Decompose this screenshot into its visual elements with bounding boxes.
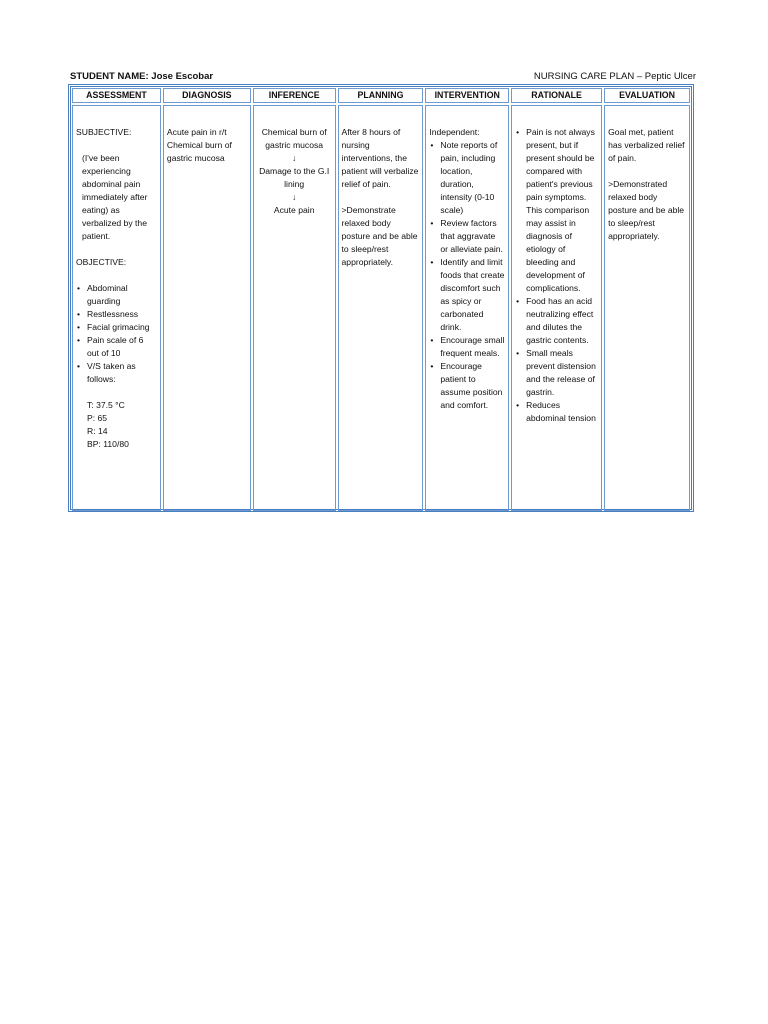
document-header: [70, 70, 696, 84]
diagnosis-line-1: Acute pain in r/t: [166, 127, 227, 137]
plan-title-subject: – Peptic Ulcer: [636, 71, 696, 82]
list-item: • Restlessness: [87, 308, 157, 321]
list-item: • Encourage patient to assume position and comfort.: [440, 360, 505, 412]
list-item: • Encourage small frequent meals.: [440, 334, 505, 360]
list-item: • Review factors that aggravate or alleviate pain.: [440, 217, 505, 256]
student-name-value: Jose Escobar: [151, 71, 214, 82]
inference-step-3: Acute pain: [273, 205, 315, 215]
student-name-label: STUDENT NAME:: [70, 71, 149, 82]
vital-pulse: P: 65: [87, 413, 108, 423]
inference-cell: [253, 105, 336, 511]
list-item: • Pain scale of 6 out of 10: [87, 334, 157, 360]
rationale-list: [515, 126, 598, 425]
evaluation-text-2: >Demonstrated relaxed body posture and be able to sleep/rest appropriately.: [608, 179, 685, 241]
list-item: • Small meals prevent distension and the release of gastrin.: [526, 347, 598, 399]
diagnosis-cell: [163, 105, 251, 511]
down-arrow-icon: ↓: [292, 153, 297, 163]
nursing-care-plan-table: [70, 86, 692, 513]
list-item: • Abdominal guarding: [87, 282, 157, 308]
objective-label: OBJECTIVE:: [76, 257, 127, 267]
objective-list: [76, 282, 157, 386]
rationale-cell: [511, 105, 602, 511]
inference-step-2: Damage to the G.I lining: [259, 166, 330, 189]
planning-goal-2: >Demonstrate relaxed body posture and be able to sleep/rest appropriately.: [341, 205, 418, 267]
subjective-label: SUBJECTIVE:: [76, 127, 132, 137]
vital-blood-pressure: BP: 110/80: [87, 439, 129, 449]
col-header-assessment: ASSESSMENT: [72, 88, 161, 103]
content-row: [72, 105, 690, 511]
evaluation-text-1: Goal met, patient has verbalized relief of pain.: [608, 127, 685, 163]
list-item: • Pain is not always present, but if present should be compared with patient's previous pain symptoms. This comparison may assist in diagnosis of etiology of bleeding and development of complications.: [526, 126, 598, 295]
col-header-planning: PLANNING: [338, 88, 424, 103]
list-item: • V/S taken as follows:: [87, 360, 157, 386]
intervention-list: [429, 139, 505, 412]
list-item: • Note reports of pain, including location, duration, intensity (0-10 scale): [440, 139, 505, 217]
evaluation-cell: [604, 105, 690, 511]
list-item: • Facial grimacing: [87, 321, 157, 334]
down-arrow-icon: ↓: [292, 192, 297, 202]
col-header-intervention: INTERVENTION: [425, 88, 509, 103]
list-item: • Identify and limit foods that create discomfort such as spicy or carbonated drink.: [440, 256, 505, 334]
header-row: [72, 88, 690, 103]
plan-title-label: NURSING CARE PLAN: [533, 71, 635, 82]
col-header-inference: INFERENCE: [253, 88, 336, 103]
assessment-cell: [72, 105, 161, 511]
plan-title-line: [534, 70, 696, 84]
vital-temperature: T: 37.5 °C: [87, 400, 125, 410]
list-item: • Reduces abdominal tension: [526, 399, 598, 425]
inference-step-1: Chemical burn of gastric mucosa: [261, 127, 327, 150]
subjective-text: (I've been experiencing abdominal pain immediately after eating) as verbalized by the patient.: [82, 153, 148, 241]
diagnosis-line-2: Chemical burn of gastric mucosa: [166, 140, 232, 163]
intervention-label: Independent:: [429, 127, 480, 137]
vital-respiration: R: 14: [87, 426, 108, 436]
planning-goal-1: After 8 hours of nursing interventions, the patient will verbalize relief of pain.: [341, 127, 419, 189]
student-name-line: [70, 70, 213, 84]
col-header-rationale: RATIONALE: [511, 88, 602, 103]
intervention-cell: [425, 105, 509, 511]
planning-cell: [338, 105, 424, 511]
col-header-evaluation: EVALUATION: [604, 88, 690, 103]
col-header-diagnosis: DIAGNOSIS: [163, 88, 251, 103]
list-item: • Food has an acid neutralizing effect and dilutes the gastric contents.: [526, 295, 598, 347]
vital-signs: [76, 399, 157, 451]
